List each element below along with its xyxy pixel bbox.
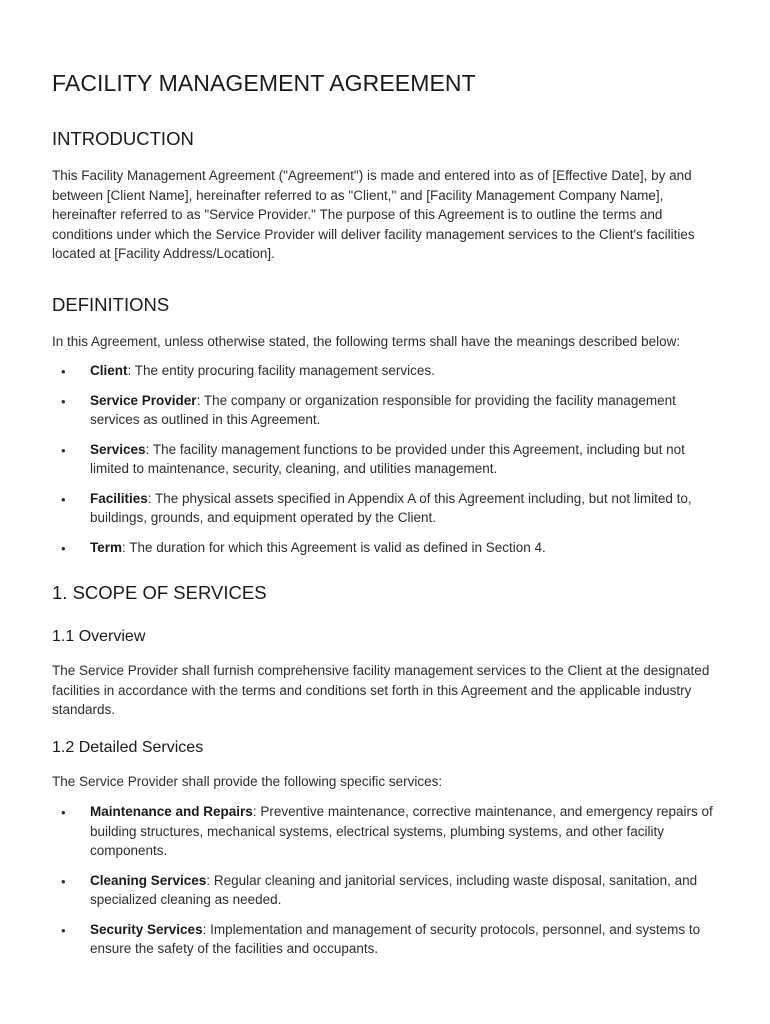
definition-term: Facilities [90,490,148,506]
service-term: Maintenance and Repairs [90,804,253,819]
introduction-heading: INTRODUCTION [52,128,194,149]
definitions-heading: DEFINITIONS [52,293,170,315]
definitions-intro: In this Agreement, unless otherwise stated, the following terms shall have the meanings described below: [52,333,681,349]
bullet-icon: • [61,364,66,379]
overview-paragraph: The Service Provider shall furnish comprehensive facility management services to the Client at the designated facilities in accordance with the terms and conditions set forth in this Agreement and the applicable industry standards. [52,663,710,717]
service-term: Security Services [90,921,203,937]
service-text: : Implementation and management of security protocols, personnel, and systems to ensure the safety of the facilities and occupants. [90,921,701,956]
definition-text: : The entity procuring facility management services. [127,363,435,378]
bullet-icon: • [61,442,66,458]
document-body [52,70,722,959]
definition-item-services [52,440,722,479]
service-text: : Preventive maintenance, corrective maintenance, and emergency repairs of building structures, mechanical systems, electrical systems, plumbing systems, and other facility components. [90,804,713,858]
service-term: Cleaning Services [90,872,207,888]
detailed-services-intro: The Service Provider shall provide the following specific services: [52,773,443,789]
definition-item-term [52,538,722,558]
service-item-cleaning [52,871,722,910]
definition-item-service-provider [52,391,722,430]
definition-term: Client [90,363,128,378]
service-text: : Regular cleaning and janitorial services, including waste disposal, sanitation, and specialized cleaning as needed. [90,872,698,907]
service-item-security [52,920,722,959]
bullet-icon: • [61,922,66,938]
bullet-icon: • [61,873,66,889]
document-title: FACILITY MANAGEMENT AGREEMENT [52,70,476,96]
definition-text: : The facility management functions to be provided under this Agreement, including but not limited to maintenance, security, cleaning, and utilities management. [90,441,685,476]
scope-heading: 1. SCOPE OF SERVICES [52,582,267,603]
bullet-icon: • [61,393,66,409]
bullet-icon: • [61,540,66,556]
bullet-icon: • [61,805,66,820]
definition-text: : The company or organization responsible for providing the facility management services as outlined in this Agreement. [90,392,676,427]
definition-term: Services [90,441,146,457]
definition-term: Term [90,539,123,555]
definitions-list [52,361,722,557]
introduction-paragraph: This Facility Management Agreement ("Agreement") is made and entered into as of [Effective Date], by and between [Client Name], hereinafter referred to as "Client," and [Facility Management Company Name], hereinafter referred to as "Service Provider." The purpose of this Agreement is to outline the terms and conditions under which the Service Provider will deliver facility management services to the Client's facilities located at [Facility Address/Location]. [52,168,695,261]
definition-text: : The duration for which this Agreement is valid as defined in Section 4. [122,539,546,555]
overview-heading: 1.1 Overview [52,628,146,645]
detailed-services-heading: 1.2 Detailed Services [52,738,204,756]
bullet-icon: • [61,491,66,507]
service-item-maintenance [52,802,722,861]
definition-item-facilities [52,489,722,528]
definition-item-client [52,361,722,381]
detailed-services-list [52,802,722,959]
definition-text: : The physical assets specified in Appendix A of this Agreement including, but not limited to, buildings, grounds, and equipment operated by the Client. [90,490,692,525]
definition-term: Service Provider [90,392,197,408]
